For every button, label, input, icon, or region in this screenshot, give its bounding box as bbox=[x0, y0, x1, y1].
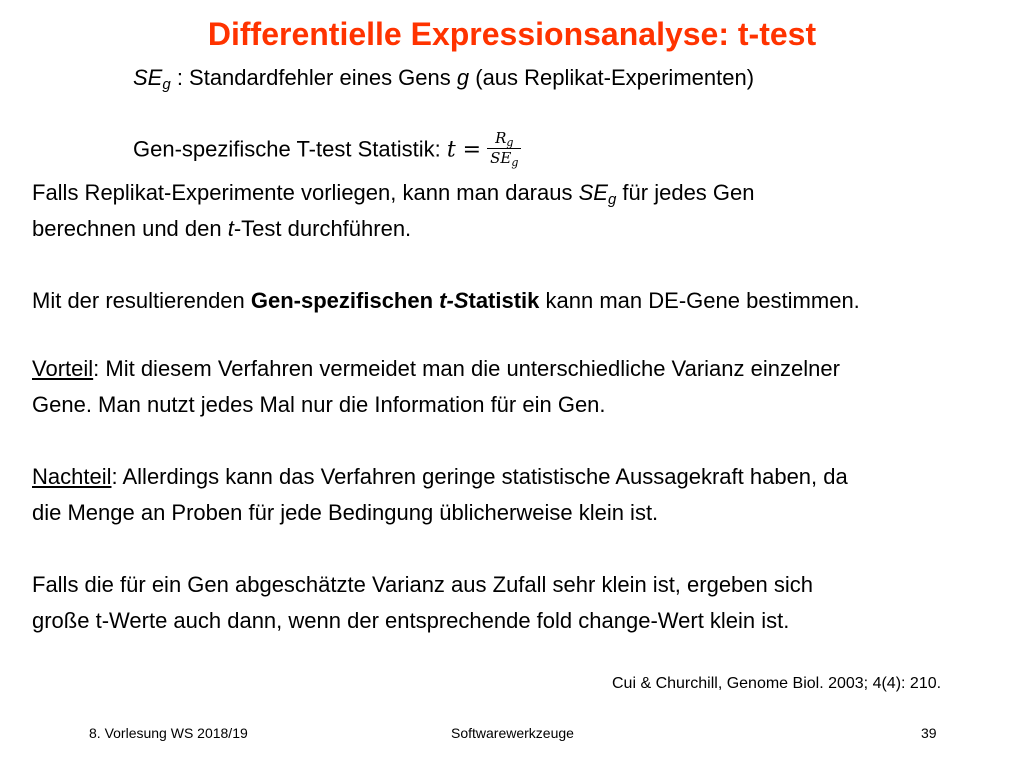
footer-page-number: 39 bbox=[921, 725, 937, 741]
text-span: : Mit diesem Verfahren vermeidet man die unterschiedliche Varianz einzelner bbox=[93, 356, 840, 381]
paragraph-disadvantage-line-2: die Menge an Proben für jede Bedingung üblicherweise klein ist. bbox=[32, 500, 659, 525]
bold-text: tatistik bbox=[468, 288, 540, 313]
text-span: Mit der resultierenden bbox=[32, 288, 251, 313]
text-span: für jedes Gen bbox=[616, 180, 755, 205]
formula-numerator bbox=[487, 129, 521, 149]
text-span: -Test durchführen. bbox=[233, 216, 412, 241]
bold-italic-text: t-S bbox=[439, 288, 469, 313]
formula-fraction bbox=[487, 129, 521, 168]
t-statistic-label: Gen-spezifische T-test Statistik: bbox=[133, 136, 447, 162]
se-text-after: (aus Replikat-Experimenten) bbox=[469, 65, 755, 90]
paragraph-advantage-line-1 bbox=[32, 351, 1007, 387]
footer-course: Softwarewerkzeuge bbox=[451, 725, 574, 741]
paragraph-replicates bbox=[32, 175, 1007, 247]
paragraph-gene-specific-statistic-line bbox=[32, 283, 1007, 319]
t-statistic-formula-line bbox=[133, 131, 521, 170]
paragraph-disadvantage-line-1 bbox=[32, 459, 1007, 495]
text-span: Falls Replikat-Experimente vorliegen, kann man daraus bbox=[32, 180, 579, 205]
se-text-before: : Standardfehler eines Gens bbox=[170, 65, 457, 90]
paragraph-replicates-line-2 bbox=[32, 211, 1007, 247]
paragraph-small-variance-line-2: große t-Werte auch dann, wenn der entsprechende fold change-Wert klein ist. bbox=[32, 608, 790, 633]
citation: Cui & Churchill, Genome Biol. 2003; 4(4): 210. bbox=[612, 675, 942, 692]
footer-lecture: 8. Vorlesung WS 2018/19 bbox=[89, 725, 248, 741]
denominator-main: SE bbox=[490, 149, 512, 167]
text-span: : Allerdings kann das Verfahren geringe statistische Aussagekraft haben, da bbox=[111, 464, 848, 489]
formula-denominator bbox=[487, 149, 521, 168]
text-span: kann man DE-Gene bestimmen. bbox=[539, 288, 860, 313]
se-subscript: g bbox=[162, 76, 171, 93]
numerator-sub: g bbox=[506, 136, 514, 149]
advantage-label: Vorteil bbox=[32, 356, 94, 381]
t-symbol-inline: t bbox=[227, 216, 234, 241]
slide-title: Differentielle Expressionsanalyse: t-test bbox=[207, 16, 817, 52]
se-symbol-inline: SE bbox=[578, 180, 608, 205]
bold-text: Gen-spezifischen bbox=[250, 288, 440, 313]
paragraph-advantage bbox=[32, 351, 1007, 423]
denominator-sub: g bbox=[511, 156, 519, 169]
paragraph-small-variance bbox=[32, 567, 1007, 639]
se-var: g bbox=[456, 65, 470, 90]
paragraph-disadvantage bbox=[32, 459, 1007, 531]
se-symbol: SE bbox=[133, 65, 163, 90]
numerator-main: R bbox=[495, 129, 507, 147]
paragraph-advantage-line-2: Gene. Man nutzt jedes Mal nur die Information für ein Gen. bbox=[32, 392, 606, 417]
paragraph-gene-specific-statistic bbox=[32, 283, 1007, 319]
paragraph-small-variance-line-1: Falls die für ein Gen abgeschätzte Varianz aus Zufall sehr klein ist, ergeben sich bbox=[32, 572, 813, 597]
formula-lhs: t = bbox=[446, 137, 482, 163]
disadvantage-label: Nachteil bbox=[32, 464, 112, 489]
se-subscript-inline: g bbox=[607, 191, 617, 208]
text-span: berechnen und den bbox=[32, 216, 228, 241]
standard-error-definition bbox=[133, 64, 754, 92]
paragraph-replicates-line-1 bbox=[32, 175, 1007, 211]
